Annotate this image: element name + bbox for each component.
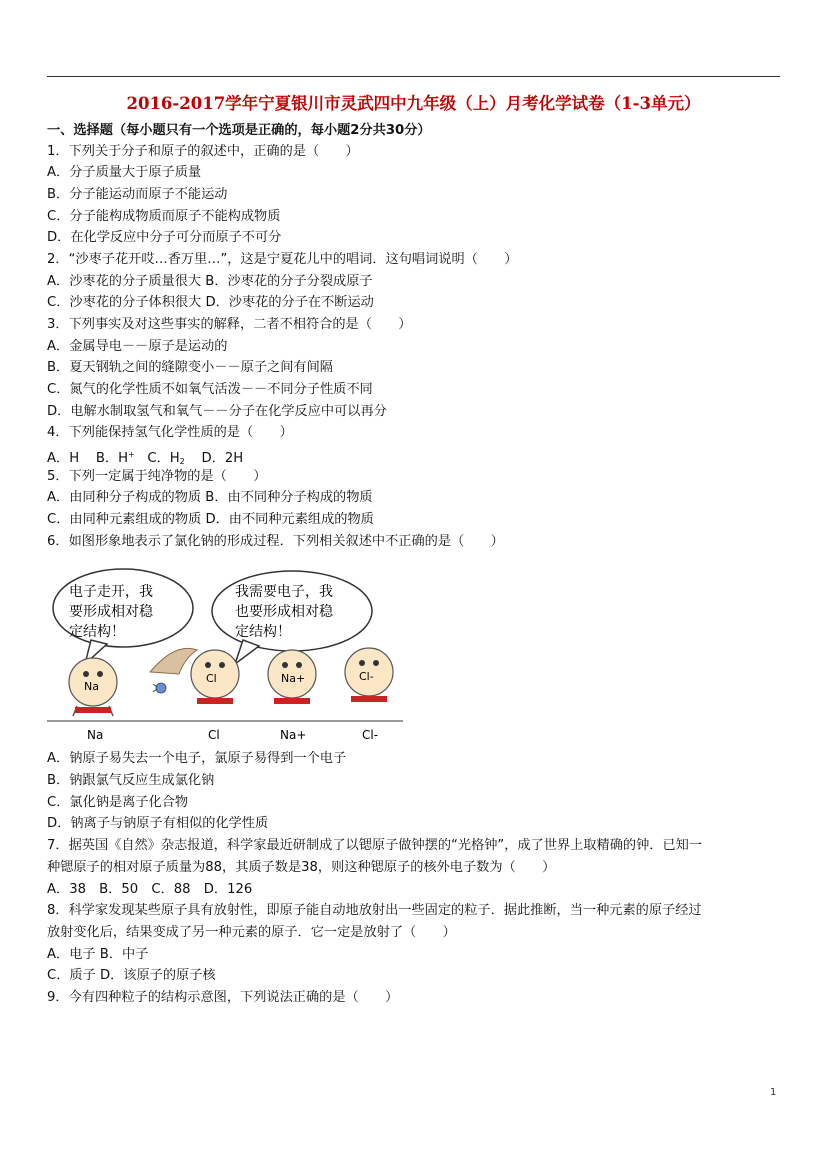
q7-options: A．38 B．50 C．88 D．126	[47, 882, 253, 897]
electron-icon	[153, 683, 166, 693]
q5-stem: 5．下列一定属于纯净物的是（ ）	[47, 469, 267, 484]
q6-option-d: D．钠离子与钠原子有相似的化学性质	[47, 816, 269, 831]
page-title: 2016-2017学年宁夏银川市灵武四中九年级（上）月考化学试卷（1-3单元）	[126, 94, 701, 113]
q3-option-b: B．夏天钢轨之间的缝隙变小－－原子之间有间隔	[47, 360, 333, 375]
q4-option-b: B．H+	[95, 450, 135, 466]
q5-options-ab: A．由同种分子构成的物质 B．由不同种分子构成的物质	[47, 490, 373, 505]
section-heading: 一、选择题（每小题只有一个选项是正确的，每小题2分共30分）	[47, 123, 431, 138]
q2-options-cd: C．沙枣花的分子体积很大 D．沙枣花的分子在不断运动	[47, 295, 374, 310]
bubble-right-line1: 我需要电子，我	[235, 584, 333, 600]
q8-line2: 放射变化后，结果变成了另一种元素的原子．它一定是放射了（ ）	[47, 925, 456, 940]
bottom-label-cl-ion: Cl-	[362, 728, 379, 742]
bottom-label-cl: Cl	[208, 728, 220, 742]
sodium-atom-character	[69, 658, 117, 716]
bubble-right-line3: 定结构！	[235, 624, 291, 640]
q4-option-a: A．H	[47, 451, 80, 466]
q3-stem: 3．下列事实及对这些事实的解释，二者不相符合的是（ ）	[47, 317, 412, 332]
sodium-chloride-cartoon	[47, 566, 403, 744]
figure-label-na-ion: Na+	[281, 672, 306, 685]
sodium-ion-character	[268, 650, 316, 704]
q7-line2: 种锶原子的相对原子质量为88，其质子数是38，则这种锶原子的核外电子数为（ ）	[47, 860, 556, 875]
figure-label-cl-ion: Cl-	[359, 670, 374, 683]
q1-option-c: C．分子能构成物质而原子不能构成物质	[47, 209, 281, 224]
figure-label-cl: Cl	[206, 672, 217, 685]
q7-line1: 7．据英国《自然》杂志报道，科学家最近研制成了以锶原子做钟摆的“光格钟”，成了世界上取精确的钟．已知一	[47, 838, 703, 853]
q3-option-c: C．氮气的化学性质不如氧气活泼－－不同分子性质不同	[47, 382, 373, 397]
bottom-label-na-ion: Na+	[280, 728, 307, 742]
q8-options-cd: C．质子 D．该原子的原子核	[47, 968, 216, 983]
net-bag-icon	[150, 648, 197, 674]
q6-option-b: B．钠跟氯气反应生成氯化钠	[47, 773, 215, 788]
bubble-left-line3: 定结构！	[69, 624, 125, 640]
q9-stem: 9．今有四种粒子的结构示意图，下列说法正确的是（ ）	[47, 990, 399, 1005]
q6-option-a: A．钠原子易失去一个电子，氯原子易得到一个电子	[47, 751, 347, 766]
chlorine-atom-character	[191, 650, 239, 704]
q8-options-ab: A．电子 B．中子	[47, 947, 149, 962]
header-rule	[47, 76, 780, 77]
figure-label-na: Na	[84, 680, 99, 693]
page-number: 1	[770, 1087, 777, 1098]
bubble-left-line2: 要形成相对稳	[69, 604, 153, 620]
q1-option-b: B．分子能运动而原子不能运动	[47, 187, 228, 202]
q4-stem: 4．下列能保持氢气化学性质的是（ ）	[47, 425, 293, 440]
q6-option-c: C．氯化钠是离子化合物	[47, 795, 189, 810]
q3-option-d: D．电解水制取氢气和氧气－－分子在化学反应中可以再分	[47, 404, 387, 419]
chloride-ion-character	[345, 648, 393, 702]
bubble-left-line1: 电子走开，我	[69, 584, 153, 600]
q6-stem: 6．如图形象地表示了氯化钠的形成过程．下列相关叙述中不正确的是（ ）	[47, 534, 504, 549]
q1-option-d: D．在化学反应中分子可分而原子不可分	[47, 230, 282, 245]
bottom-label-na: Na	[87, 728, 104, 742]
bubble-right-line2: 也要形成相对稳	[235, 604, 333, 620]
speech-bubble-left	[53, 569, 193, 664]
q3-option-a: A．金属导电－－原子是运动的	[47, 339, 228, 354]
q4-option-d: D．2H	[201, 451, 244, 466]
q8-line1: 8．科学家发现某些原子具有放射性，即原子能自动地放射出一些固定的粒子．据此推断，当一种元素的原子经过	[47, 903, 702, 918]
q4-option-c: C．$H_2$	[147, 451, 185, 466]
q2-options-ab: A．沙枣花的分子质量很大 B．沙枣花的分子分裂成原子	[47, 274, 373, 289]
q1-stem: 1．下列关于分子和原子的叙述中，正确的是（ ）	[47, 144, 359, 159]
q1-option-a: A．分子质量大于原子质量	[47, 165, 202, 180]
q5-options-cd: C．由同种元素组成的物质 D．由不同种元素组成的物质	[47, 512, 374, 527]
q2-stem: 2．“沙枣子花开哎…香万里…”，这是宁夏花儿中的唱词．这句唱词说明（ ）	[47, 252, 518, 267]
